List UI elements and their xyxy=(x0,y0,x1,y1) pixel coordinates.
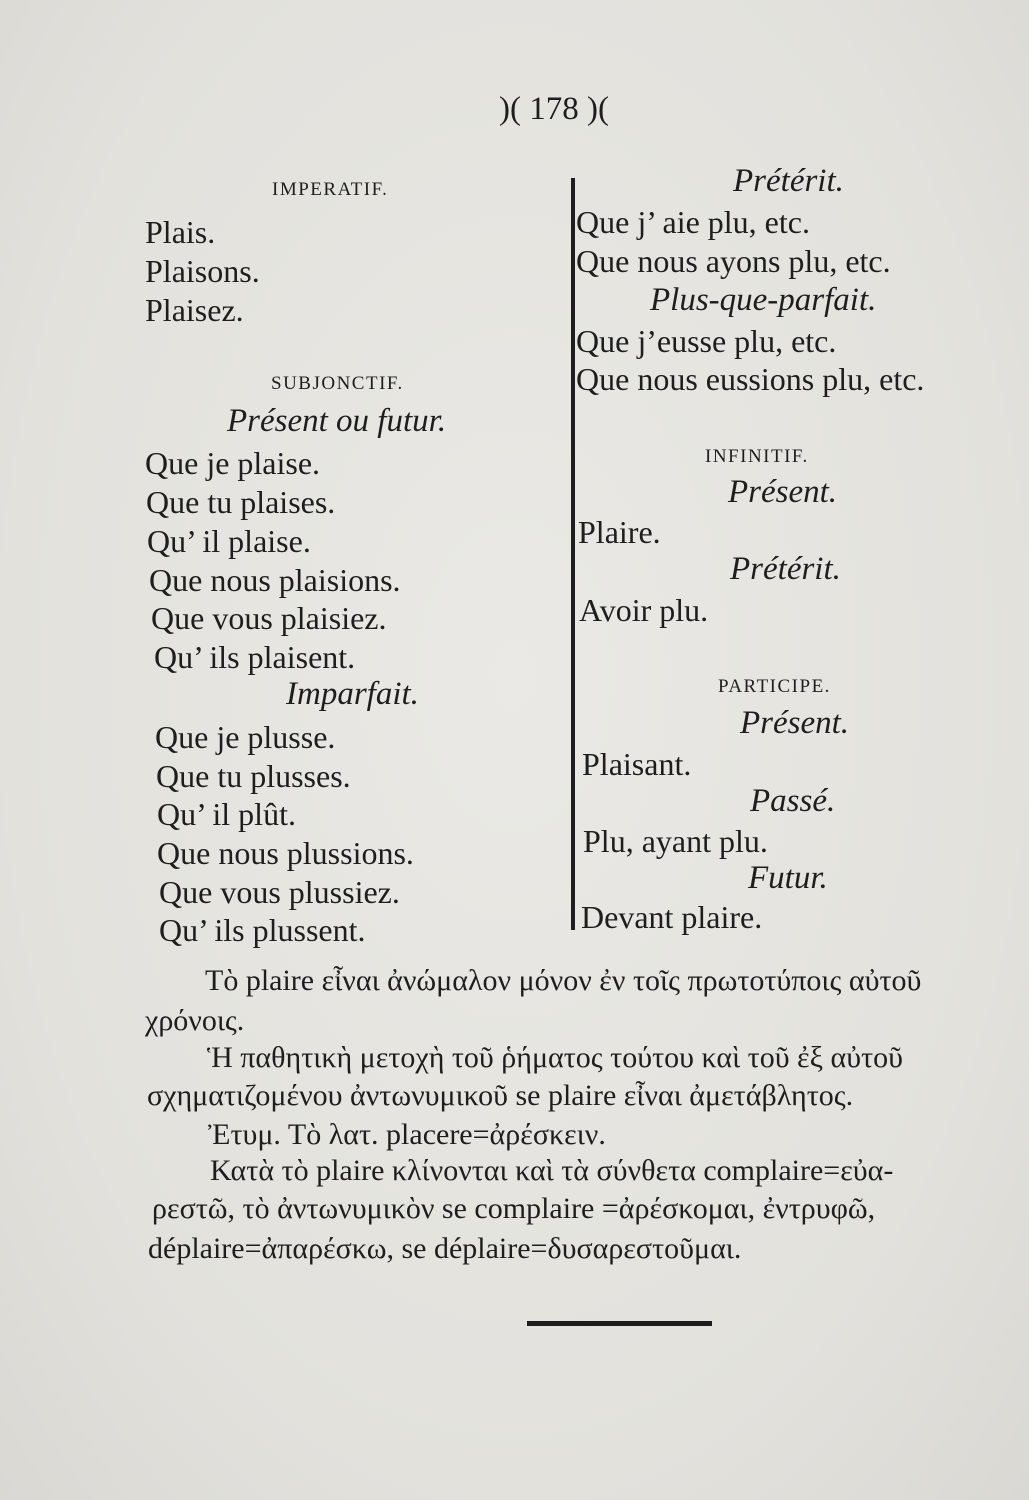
note-line: déplaire=ἀπαρέσκω, se déplaire=δυσαρεστοῦμαι. xyxy=(148,1232,742,1265)
note-line: Ἡ παθητικὴ μετοχὴ τοῦ ῥήματος τούτου καὶ τοῦ ἐξ αὐτοῦ xyxy=(207,1041,904,1074)
present-line: Que vous plaisiez. xyxy=(151,600,387,636)
inf-preterit-heading: Prétérit. xyxy=(730,551,841,587)
plusque-heading: Plus-que-parfait. xyxy=(650,282,877,318)
subjonctif-heading: SUBJONCTIF. xyxy=(271,373,404,394)
participe-heading: PARTICIPE. xyxy=(718,676,831,697)
part-futur-value: Devant plaire. xyxy=(581,899,763,935)
part-futur-heading: Futur. xyxy=(748,860,828,896)
infinitif-heading: INFINITIF. xyxy=(705,446,809,467)
note-line: ρεστῶ, τὸ ἀντωνυμικὸν se complaire =ἀρέσκομαι, ἐντρυφῶ, xyxy=(152,1192,876,1225)
part-passe-value: Plu, ayant plu. xyxy=(583,823,768,859)
imparfait-line: Qu’ ils plussent. xyxy=(159,912,366,948)
inf-preterit-value: Avoir plu. xyxy=(579,592,709,628)
note-line: Κατὰ τὸ plaire κλίνονται καὶ τὰ σύνθετα complaire=εὐα- xyxy=(210,1154,894,1187)
page-number: )( 178 )( xyxy=(499,91,609,127)
end-rule xyxy=(527,1321,712,1326)
preterit-line: Que j’ aie plu, etc. xyxy=(576,204,810,240)
imparfait-line: Que nous plussions. xyxy=(157,835,414,871)
imparfait-line: Que tu plusses. xyxy=(156,758,351,794)
imperatif-heading: IMPERATIF. xyxy=(272,179,389,200)
present-line: Qu’ il plaise. xyxy=(147,523,311,559)
part-present-value: Plaisant. xyxy=(582,746,692,782)
imparfait-line: Que vous plussiez. xyxy=(159,874,400,910)
inf-present-value: Plaire. xyxy=(578,514,661,550)
note-line: σχηματιζομένου ἀντωνυμικοῦ se plaire εἶναι ἀμετάβλητος. xyxy=(147,1079,854,1112)
plusque-line: Que nous eussions plu, etc. xyxy=(576,361,925,397)
imperatif-line: Plaisez. xyxy=(145,292,244,328)
part-passe-heading: Passé. xyxy=(750,783,836,819)
inf-present-heading: Présent. xyxy=(728,474,838,510)
imperatif-line: Plais. xyxy=(145,214,216,250)
present-line: Que je plaise. xyxy=(145,445,321,481)
imparfait-line: Qu’ il plût. xyxy=(157,796,296,832)
note-line: Τὸ plaire εἶναι ἀνώμαλον μόνον ἐν τοῖς πρωτοτύποις αὐτοῦ xyxy=(205,964,922,997)
imperatif-line: Plaisons. xyxy=(145,253,260,289)
preterit-line: Que nous ayons plu, etc. xyxy=(576,243,891,279)
present-line: Qu’ ils plaisent. xyxy=(154,639,356,675)
imparfait-heading: Imparfait. xyxy=(286,676,419,712)
column-divider xyxy=(571,178,575,930)
plusque-line: Que j’eusse plu, etc. xyxy=(576,323,837,359)
present-line: Que nous plaisions. xyxy=(149,562,401,598)
note-line: χρόνοις. xyxy=(145,1004,245,1037)
note-line: Ἐτυμ. Τὸ λατ. placere=ἀρέσκειν. xyxy=(208,1118,606,1151)
part-present-heading: Présent. xyxy=(740,705,850,741)
imparfait-line: Que je plusse. xyxy=(155,719,336,755)
present-line: Que tu plaises. xyxy=(146,484,336,520)
preterit-heading: Prétérit. xyxy=(733,163,844,199)
present-heading: Présent ou futur. xyxy=(227,403,447,439)
